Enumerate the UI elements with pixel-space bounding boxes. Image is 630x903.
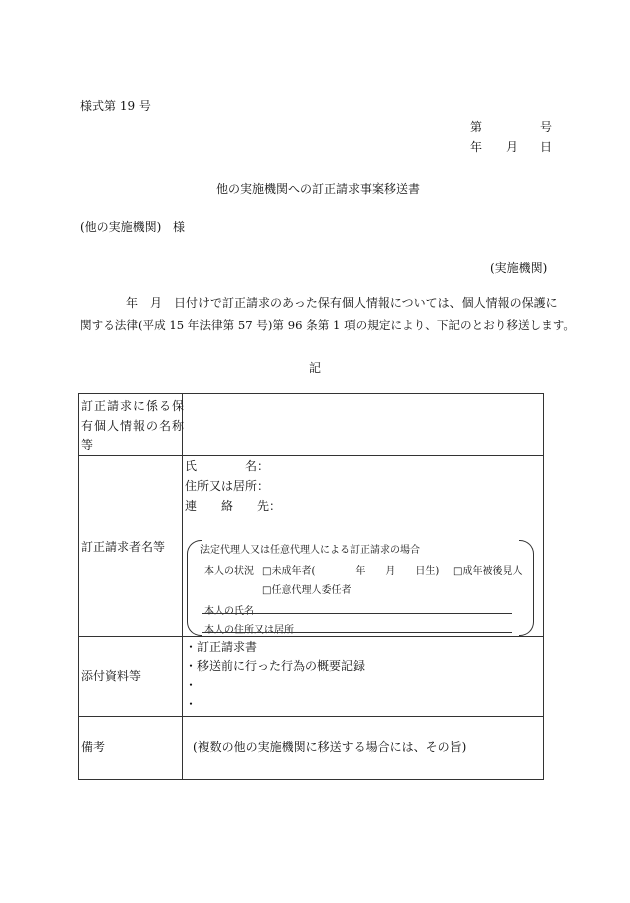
voluntary-agent-checkbox[interactable]: □任意代理人委任者 [262, 585, 352, 596]
body-line-1: 年 月 日付けで訂正請求のあった保有個人情報については、個人情報の保護に [126, 296, 558, 310]
date-day: 日 [540, 140, 553, 154]
doc-number-suffix: 号 [540, 120, 553, 134]
honorific: 様 [173, 220, 186, 234]
column-divider [182, 394, 183, 779]
row-divider [79, 636, 543, 637]
body-line-2: 関する法律(平成 15 年法律第 57 号)第 96 条第 1 項の規定により、下記のとおり移送します。 [80, 318, 576, 332]
requester-contact-label: 連 絡 先： [185, 499, 282, 513]
row4-label: 備考 [81, 740, 106, 754]
principal-address-line[interactable] [202, 632, 512, 633]
requester-name-label: 氏 名： [185, 459, 270, 473]
ki-label: 記 [309, 361, 322, 375]
document-title: 他の実施機関への訂正請求事案移送書 [216, 182, 421, 196]
agent-section-bracket-right [519, 540, 534, 636]
row-divider [79, 455, 543, 456]
remarks-text: (複数の他の実施機関に移送する場合には、その旨) [193, 740, 467, 754]
sender: (実施機関) [490, 261, 548, 275]
attachment-item: ・移送前に行った行為の概要記録 [185, 659, 366, 673]
agent-heading: 法定代理人又は任意代理人による訂正請求の場合 [200, 545, 420, 556]
transfer-table [78, 393, 544, 780]
row1-label-line1: 訂正請求に係る保 [81, 399, 186, 413]
attachment-item: ・訂正請求書 [185, 640, 258, 654]
principal-name-label: 本人の氏名 [204, 606, 254, 617]
date-month: 月 [506, 140, 519, 154]
row1-label-line2: 有個人情報の名称 [81, 419, 186, 433]
addressee: (他の実施機関) [80, 220, 162, 234]
attachment-item: ・ [185, 697, 198, 711]
requester-address-label: 住所又は居所： [185, 479, 270, 493]
principal-address-label: 本人の住所又は居所 [204, 625, 294, 636]
principal-name-line[interactable] [202, 613, 512, 614]
principal-status-label: 本人の状況 [204, 566, 254, 577]
adult-guardian-checkbox[interactable]: □成年被後見人 [453, 566, 523, 577]
doc-number-prefix: 第 [470, 120, 483, 134]
attachment-item: ・ [185, 678, 198, 692]
minor-checkbox[interactable]: □未成年者( 年 月 日生) [262, 566, 440, 577]
row-divider [79, 716, 543, 717]
row1-label-line3: 等 [81, 438, 94, 452]
form-number: 様式第 19 号 [80, 99, 151, 113]
row2-label: 訂正請求者名等 [81, 540, 166, 554]
date-year: 年 [470, 140, 483, 154]
row3-label: 添付資料等 [81, 669, 142, 683]
